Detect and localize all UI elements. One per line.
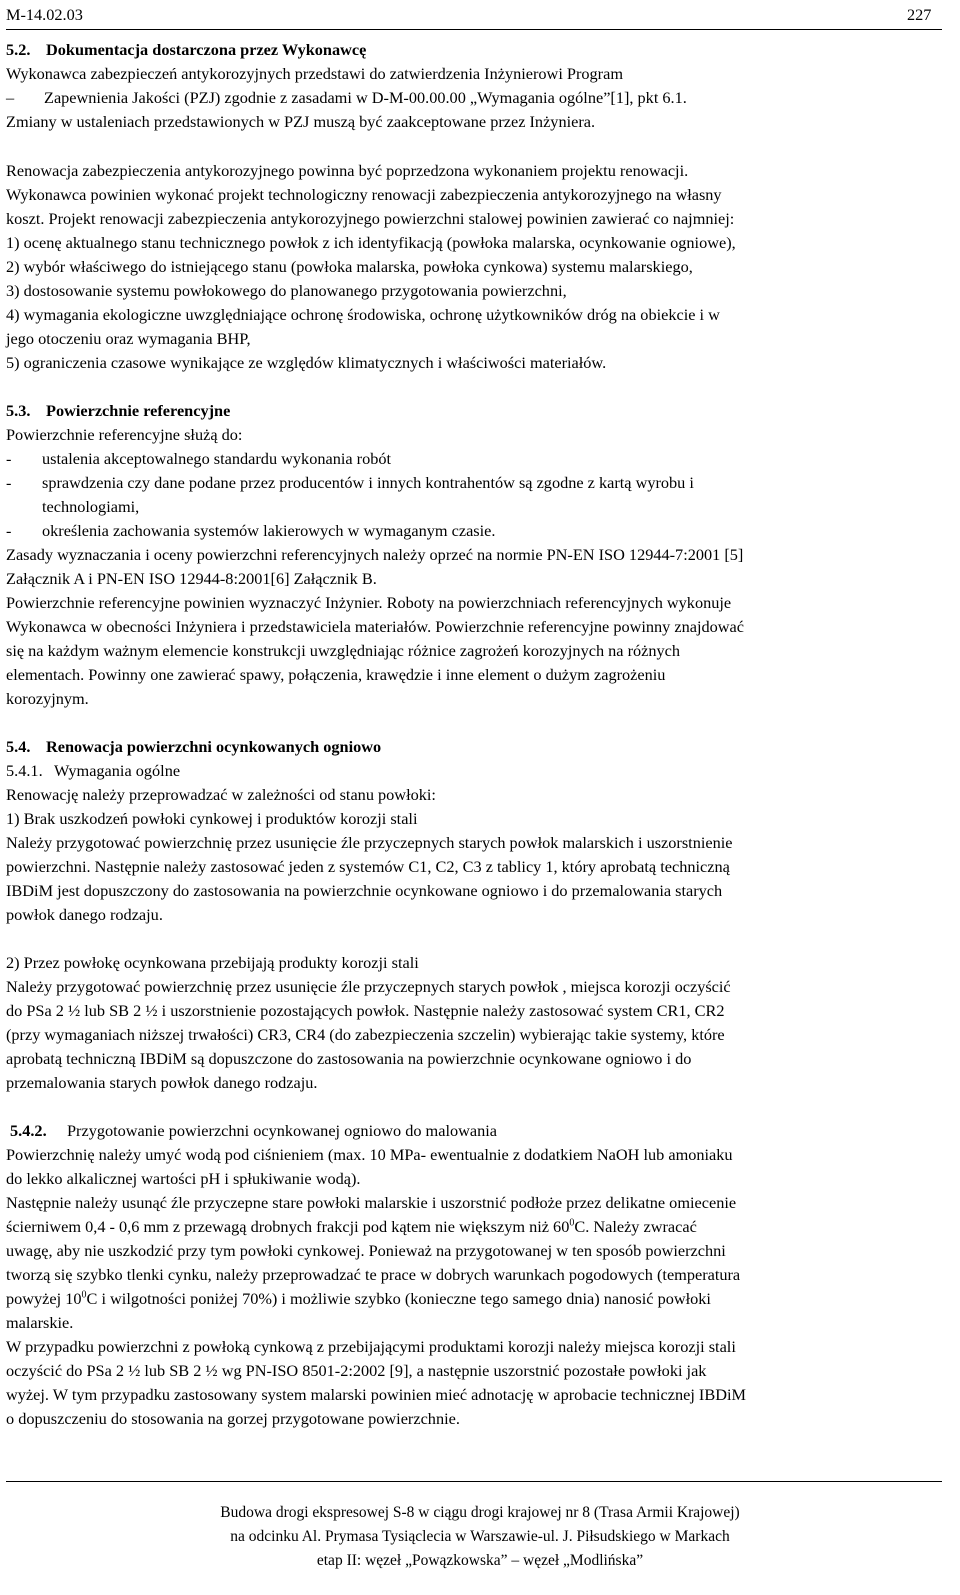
text-fragment: powyżej 10 <box>6 1289 82 1308</box>
subsection-5-4-2-title: Przygotowanie powierzchni ocynkowanej ogniowo do malowania <box>67 1121 497 1140</box>
list-item: ustalenia akceptowalnego standardu wykonania robót <box>42 449 392 468</box>
superscript: 0 <box>81 1289 87 1301</box>
text-line: Powierzchnię należy umyć wodą pod ciśnieniem (max. 10 MPa- ewentualnie z dodatkiem NaOH lub amoniaku <box>6 1145 733 1164</box>
text-line: (przy wymaganiach niższej trwałości) CR3, CR4 (do zabezpieczenia szczelin) wybierając takie systemy, które <box>6 1025 725 1044</box>
text-line <box>6 1289 711 1309</box>
text-line: oczyścić do PSa 2 ½ lub SB 2 ½ wg PN-ISO 8501-2:2002 [9], a następnie uszorstnić pozostałe powłoki jak <box>6 1361 707 1380</box>
section-5-3-number: 5.3. <box>6 401 31 420</box>
text-line: wyżej. W tym przypadku zastosowany system malarski powinien mieć adnotację w aprobacie technicznej IBDiM <box>6 1385 746 1404</box>
text-line: do PSa 2 ½ lub SB 2 ½ i uszorstnienie pozostających powłok. Następnie należy zastosować system CR1, CR2 <box>6 1001 725 1020</box>
text-line: malarskie. <box>6 1313 74 1332</box>
text-line: Powierzchnie referencyjne służą do: <box>6 425 243 444</box>
list-item: 5) ograniczenia czasowe wynikające ze względów klimatycznych i właściwości materiałów. <box>6 353 607 372</box>
footer-line-3: etap II: węzeł „Powązkowska” – węzeł „Modlińska” <box>316 1552 644 1569</box>
page-number: 227 <box>907 5 932 24</box>
text-line: powierzchni. Następnie należy zastosować jeden z systemów C1, C2, C3 z tablicy 1, który aprobatą techniczną <box>6 857 730 876</box>
bullet: - <box>6 449 12 468</box>
text-line: Należy przygotować powierzchnię przez usunięcie źle przyczepnych starych powłok malarskich i uszorstnienie <box>6 833 733 852</box>
text-line: Wykonawca w obecności Inżyniera i przedstawiciela materiałów. Powierzchnie referencyjne powinny znajdować <box>6 617 744 636</box>
list-item: 2) wybór właściwego do istniejącego stanu (powłoka malarska, powłoka cynkowa) systemu malarskiego, <box>6 257 693 276</box>
section-5-4-title: Renowacja powierzchni ocynkowanych ogniowo <box>46 737 382 756</box>
subsection-5-4-1-number: 5.4.1. <box>6 761 43 780</box>
text-line: Załącznik A i PN-EN ISO 12944-8:2001[6] Załącznik B. <box>6 569 377 588</box>
bullet: - <box>6 521 12 540</box>
footer-line-1: Budowa drogi ekspresowej S-8 w ciągu drogi krajowej nr 8 (Trasa Armii Krajowej) <box>220 1504 740 1521</box>
text-line: Wykonawca powinien wykonać projekt technologiczny renowacji zabezpieczenia antykorozyjnego na własny <box>6 185 722 204</box>
subsection-5-4-1-title: Wymagania ogólne <box>54 761 181 780</box>
header-rule <box>6 29 942 30</box>
text-line: tworzą się szybko tlenki cynku, należy przeprowadzać te prace w dobrych warunkach pogodowych (temperatura <box>6 1265 741 1284</box>
text-fragment: C i wilgotności poniżej 70%) i możliwie szybko (konieczne tego samego dnia) nanosić powłoki <box>86 1289 711 1308</box>
list-item: 3) dostosowanie systemu powłokowego do planowanego przygotowania powierzchni, <box>6 281 567 300</box>
bullet: - <box>6 473 12 492</box>
text-line: Następnie należy usunąć źle przyczepne stare powłoki malarskie i uszorstnić podłoże przez delikatne omiecenie <box>6 1193 737 1212</box>
text-line: IBDiM jest dopuszczony do zastosowania na powierzchnie ocynkowane ogniowo i do przemalowania starych <box>6 881 723 900</box>
subsection-5-4-2-number: 5.4.2. <box>10 1121 47 1140</box>
list-item: określenia zachowania systemów lakierowych w wymaganym czasie. <box>42 521 496 540</box>
text-line: Zasady wyznaczania i oceny powierzchni referencyjnych należy oprzeć na normie PN-EN ISO 12944-7:2001 [5] <box>6 545 744 564</box>
footer-rule <box>6 1481 942 1482</box>
text-line: do lekko alkalicznej wartości pH i spłukiwanie wodą). <box>6 1169 361 1188</box>
text-line <box>6 1217 697 1237</box>
list-item-cont: technologiami, <box>42 497 140 516</box>
footer-line-2: na odcinku Al. Prymasa Tysiąclecia w Warszawie-ul. J. Piłsudskiego w Markach <box>230 1528 730 1545</box>
text-fragment: ścierniwem 0,4 - 0,6 mm z przewagą drobnych frakcji pod kątem nie większym niż 60 <box>6 1217 570 1236</box>
list-item: sprawdzenia czy dane podane przez producentów i innych kontrahentów są zgodne z kartą wyrobu i <box>42 473 694 492</box>
text-line: elementach. Powinny one zawierać spawy, połączenia, krawędzie i inne element o dużym zagrożeniu <box>6 665 666 684</box>
text-line: o dopuszczeniu do stosowania na gorzej przygotowane powierzchnie. <box>6 1409 460 1428</box>
text-line: się na każdym ważnym elemencie konstrukcji uwzględniając różnice zagrożeń korozyjnych na różnych <box>6 641 681 660</box>
text-line: Wykonawca zabezpieczeń antykorozyjnych przedstawi do zatwierdzenia Inżynierowi Program <box>6 64 623 83</box>
text-line: Renowację należy przeprowadzać w zależności od stanu powłoki: <box>6 785 436 804</box>
section-5-4-number: 5.4. <box>6 737 31 756</box>
text-line: Powierzchnie referencyjne powinien wyznaczyć Inżynier. Roboty na powierzchniach referencyjnych wykonuje <box>6 593 732 612</box>
section-5-2-number: 5.2. <box>6 40 31 59</box>
section-5-2-title: Dokumentacja dostarczona przez Wykonawcę <box>46 40 367 59</box>
list-item: 4) wymagania ekologiczne uwzględniające ochronę środowiska, ochronę użytkowników dróg na obiekcie i w <box>6 305 720 324</box>
text-line: W przypadku powierzchni z powłoką cynkową z przebijającymi produktami korozji należy miejsca korozji stali <box>6 1337 736 1356</box>
text-line: przemalowania starych powłok danego rodzaju. <box>6 1073 318 1092</box>
dash-marker: – <box>6 88 15 107</box>
text-fragment: C. Należy zwracać <box>574 1217 697 1236</box>
text-line: korozyjnym. <box>6 689 89 708</box>
text-line: aprobatą techniczną IBDiM są dopuszczone do zastosowania na powierzchnie ocynkowane ogniowo i do <box>6 1049 692 1068</box>
doc-code: M-14.02.03 <box>6 5 83 24</box>
list-item-cont: jego otoczeniu oraz wymagania BHP, <box>6 329 251 348</box>
case-heading: 1) Brak uszkodzeń powłoki cynkowej i produktów korozji stali <box>6 809 418 828</box>
section-5-3-title: Powierzchnie referencyjne <box>46 401 231 420</box>
text-line: Zapewnienia Jakości (PZJ) zgodnie z zasadami w D-M-00.00.00 „Wymagania ogólne”[1], pkt 6.1. <box>44 88 687 107</box>
text-line: koszt. Projekt renowacji zabezpieczenia antykorozyjnego powierzchni stalowej powinien zawierać co najmniej: <box>6 209 735 228</box>
text-line: Renowacja zabezpieczenia antykorozyjnego powinna być poprzedzona wykonaniem projektu renowacji. <box>6 161 689 180</box>
case-heading: 2) Przez powłokę ocynkowana przebijają produkty korozji stali <box>6 953 419 972</box>
superscript: 0 <box>569 1217 575 1229</box>
text-line: uwagę, aby nie uszkodzić przy tym powłoki cynkowej. Ponieważ na przygotowanej w ten sposób powierzchni <box>6 1241 726 1260</box>
text-line: powłok danego rodzaju. <box>6 905 163 924</box>
text-line: Zmiany w ustaleniach przedstawionych w PZJ muszą być zaakceptowane przez Inżyniera. <box>6 112 596 131</box>
text-line: Należy przygotować powierzchnię przez usunięcie źle przyczepnych starych powłok , miejsca korozji oczyścić <box>6 977 731 996</box>
list-item: 1) ocenę aktualnego stanu technicznego powłok z ich identyfikacją (powłoka malarska, ocynkowanie ogniowe), <box>6 233 736 252</box>
